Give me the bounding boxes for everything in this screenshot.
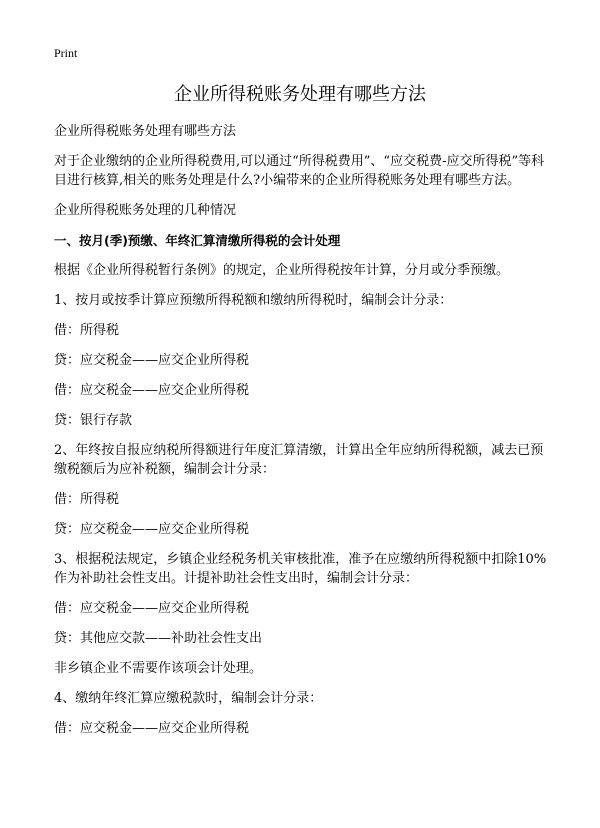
- intro-subtitle: 企业所得税账务处理有哪些方法: [54, 124, 237, 139]
- journal-entry: 借：应交税金——应交企业所得税: [54, 721, 250, 736]
- paragraph: 3、根据税法规定，乡镇企业经税务机关审核批准，准予在应缴纳所得税额中扣除10%作为补助社会性支出。计提补助社会性支出时，编制会计分录：: [54, 552, 547, 586]
- journal-entry: 贷：应交税金——应交企业所得税: [54, 522, 250, 537]
- print-link[interactable]: Print: [54, 46, 78, 60]
- section-heading: 一、按月(季)预缴、年终汇算清缴所得税的会计处理: [54, 233, 341, 248]
- journal-entry: 贷：应交税金——应交企业所得税: [54, 353, 250, 368]
- journal-entry: 贷：银行存款: [54, 413, 133, 428]
- journal-entry: 借：应交税金——应交企业所得税: [54, 601, 250, 616]
- journal-entry: 借：所得税: [54, 323, 120, 338]
- paragraph: 1、按月或按季计算应预缴所得税额和缴纳所得税时，编制会计分录：: [54, 293, 453, 308]
- paragraph: 根据《企业所得税暂行条例》的规定，企业所得税按年计算，分月或分季预缴。: [54, 263, 510, 278]
- paragraph: 2、年终按自报应纳税所得额进行年度汇算清缴，计算出全年应纳所得税额，减去已预缴税额后为应补税额，编制会计分录：: [54, 443, 544, 477]
- page-title: 企业所得税账务处理有哪些方法: [174, 84, 426, 105]
- journal-entry: 借：应交税金——应交企业所得税: [54, 383, 250, 398]
- intro-paragraph: 对于企业缴纳的企业所得税费用,可以通过“所得税费用”、“应交税费-应交所得税”等科目进行核算,相关的账务处理是什么?小编带来的企业所得税账务处理有哪些方法。: [54, 154, 545, 188]
- article-body: [54, 122, 550, 749]
- journal-entry: 借：所得税: [54, 492, 120, 507]
- paragraph: 非乡镇企业不需要作该项会计处理。: [54, 661, 263, 676]
- paragraph: 4、缴纳年终汇算应缴税款时，编制会计分录：: [54, 691, 323, 706]
- section-intro: 企业所得税账务处理的几种情况: [54, 203, 237, 218]
- journal-entry: 贷：其他应交款——补助社会性支出: [54, 631, 263, 646]
